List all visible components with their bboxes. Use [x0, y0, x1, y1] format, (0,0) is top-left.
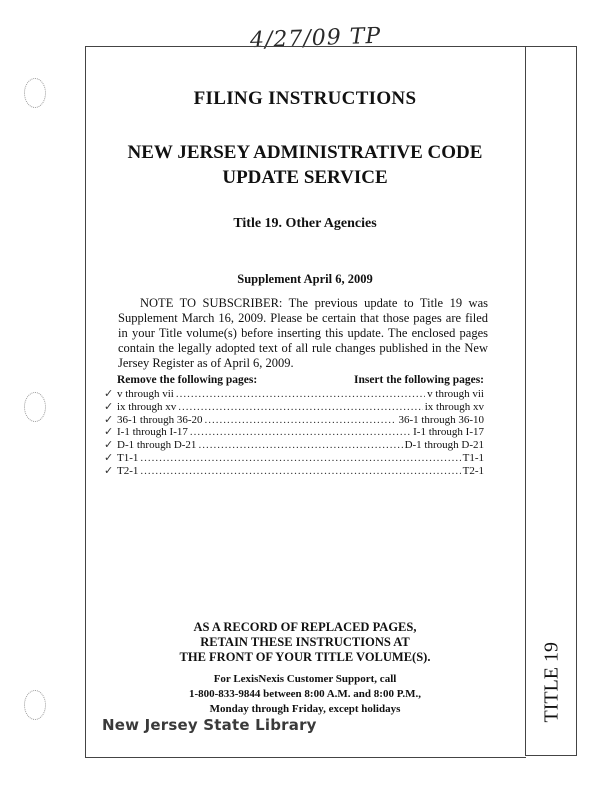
dot-leader — [176, 388, 425, 401]
dot-leader — [178, 401, 422, 414]
binder-hole-middle — [24, 392, 46, 422]
binder-hole-bottom — [24, 690, 46, 720]
title-tab — [525, 46, 577, 756]
binder-hole-top — [24, 78, 46, 108]
checkmark-icon: ✓ — [104, 463, 114, 477]
pages-row — [104, 465, 484, 478]
dot-leader — [205, 414, 397, 427]
title-subheading: Title 19. Other Agencies — [233, 216, 377, 231]
remove-pages: 36-1 through 36-20 — [117, 413, 203, 426]
checkmark-icon: ✓ — [104, 450, 114, 464]
insert-pages: T1-1 — [462, 451, 484, 464]
record-line: RETAIN THESE INSTRUCTIONS AT — [200, 635, 410, 649]
record-instructions — [85, 620, 525, 665]
insert-pages: I-1 through I-17 — [413, 426, 484, 439]
insert-pages: ix through xv — [424, 400, 484, 413]
checkmark-icon: ✓ — [104, 399, 114, 413]
remove-pages: I-1 through I-17 — [117, 426, 188, 439]
remove-pages: T1-1 — [117, 451, 139, 464]
pages-row — [104, 439, 484, 452]
pages-row — [104, 452, 484, 465]
checkmark-icon: ✓ — [104, 438, 114, 452]
support-line: For LexisNexis Customer Support, call — [213, 673, 397, 685]
support-line: 1-800-833-9844 between 8:00 A.M. and 8:00 P.M., — [188, 688, 422, 700]
insert-pages: D-1 through D-21 — [404, 439, 484, 452]
pages-table-header — [117, 374, 484, 386]
pages-row — [104, 401, 484, 414]
pages-row — [104, 388, 484, 401]
remove-pages: D-1 through D-21 — [117, 439, 197, 452]
document-title — [85, 140, 525, 190]
subscriber-note: NOTE TO SUBSCRIBER: The previous update to Title 19 was Supplement March 16, 2009. Please be certain that those pages are filed in your Title volume(s) before inserting this update. The enclosed pages contain the legally adopted text of all rule changes published in the New Jersey Register as of April 6, 2009. — [118, 296, 488, 370]
remove-pages: ix through xv — [117, 400, 177, 413]
remove-pages: v through vii — [117, 388, 174, 400]
checkmark-icon: ✓ — [104, 425, 114, 439]
insert-pages-header: Insert the following pages: — [353, 374, 484, 386]
customer-support-info — [85, 672, 525, 717]
dot-leader — [198, 439, 402, 452]
checkmark-icon: ✓ — [104, 387, 114, 400]
dot-leader — [140, 465, 460, 478]
filing-instructions-heading: FILING INSTRUCTIONS — [193, 88, 417, 109]
record-line: THE FRONT OF YOUR TITLE VOLUME(S). — [179, 650, 431, 664]
insert-pages: 36-1 through 36-10 — [398, 413, 484, 426]
support-line: Monday through Friday, except holidays — [209, 703, 401, 715]
title-tab-label: TITLE 19 — [540, 641, 563, 723]
dot-leader — [140, 452, 460, 465]
supplement-date: Supplement April 6, 2009 — [237, 272, 373, 286]
pages-row — [104, 414, 484, 427]
insert-pages: T2-1 — [462, 464, 484, 477]
record-line: AS A RECORD OF REPLACED PAGES, — [193, 620, 417, 634]
pages-list — [104, 388, 484, 478]
checkmark-icon: ✓ — [104, 412, 114, 426]
document-title-line2: UPDATE SERVICE — [222, 167, 388, 188]
remove-pages-header: Remove the following pages: — [117, 374, 258, 386]
remove-pages: T2-1 — [117, 464, 139, 477]
document-title-line1: NEW JERSEY ADMINISTRATIVE CODE — [127, 142, 483, 163]
dot-leader — [190, 426, 411, 439]
pages-row — [104, 426, 484, 439]
library-stamp: New Jersey State Library — [102, 716, 317, 734]
insert-pages: v through vii — [427, 388, 484, 400]
handwritten-date-note: 4/27/09 TP — [249, 23, 382, 54]
